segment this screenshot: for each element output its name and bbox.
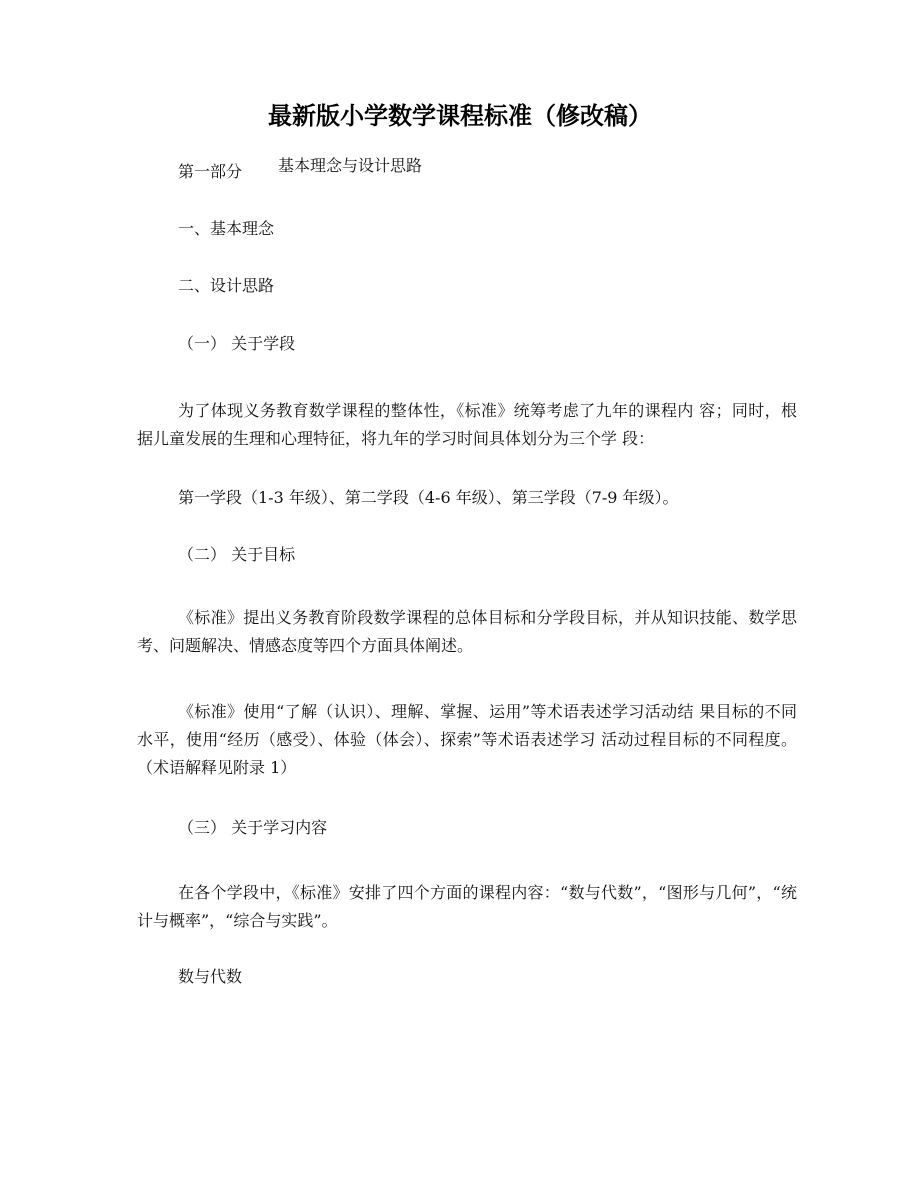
subheading-goals: （二） 关于目标	[178, 545, 296, 564]
heading-number-algebra: 数与代数	[178, 967, 243, 986]
part-label: 第一部分	[178, 162, 243, 181]
paragraph-stages: 为了体现义务教育数学课程的整体性，《标准》统筹考虑了九年的课程内 容；同时，根据儿童发展的生理和心理特征，将九年的学习时间具体划分为三个学 段：	[137, 401, 797, 448]
part-title: 基本理念与设计思路	[278, 156, 423, 175]
subheading-content: （三） 关于学习内容	[178, 818, 328, 837]
paragraph-terms: 《标准》使用“了解（认识）、理解、掌握、运用”等术语表述学习活动结 果目标的不同水平，使用“经历（感受）、体验（体会）、探索”等术语表述学习 活动过程目标的不同程度。（术语解释见附录 1）	[137, 702, 797, 777]
paragraph-goals: 《标准》提出义务教育阶段数学课程的总体目标和分学段目标，并从知识技能、数学思考、问题解决、情感态度等四个方面具体阐述。	[137, 608, 797, 655]
heading-design-ideas: 二、设计思路	[178, 276, 275, 295]
heading-basic-concepts: 一、基本理念	[178, 219, 275, 238]
paragraph-content: 在各个学段中，《标准》安排了四个方面的课程内容：“数与代数”，“图形与几何”，“统计与概率”，“综合与实践”。	[137, 883, 797, 930]
subheading-stages: （一） 关于学段	[178, 334, 296, 353]
document-title: 最新版小学数学课程标准（修改稿）	[268, 102, 652, 130]
paragraph-stage-list: 第一学段（1-3 年级）、第二学段（4-6 年级）、第三学段（7-9 年级）。	[178, 488, 679, 507]
